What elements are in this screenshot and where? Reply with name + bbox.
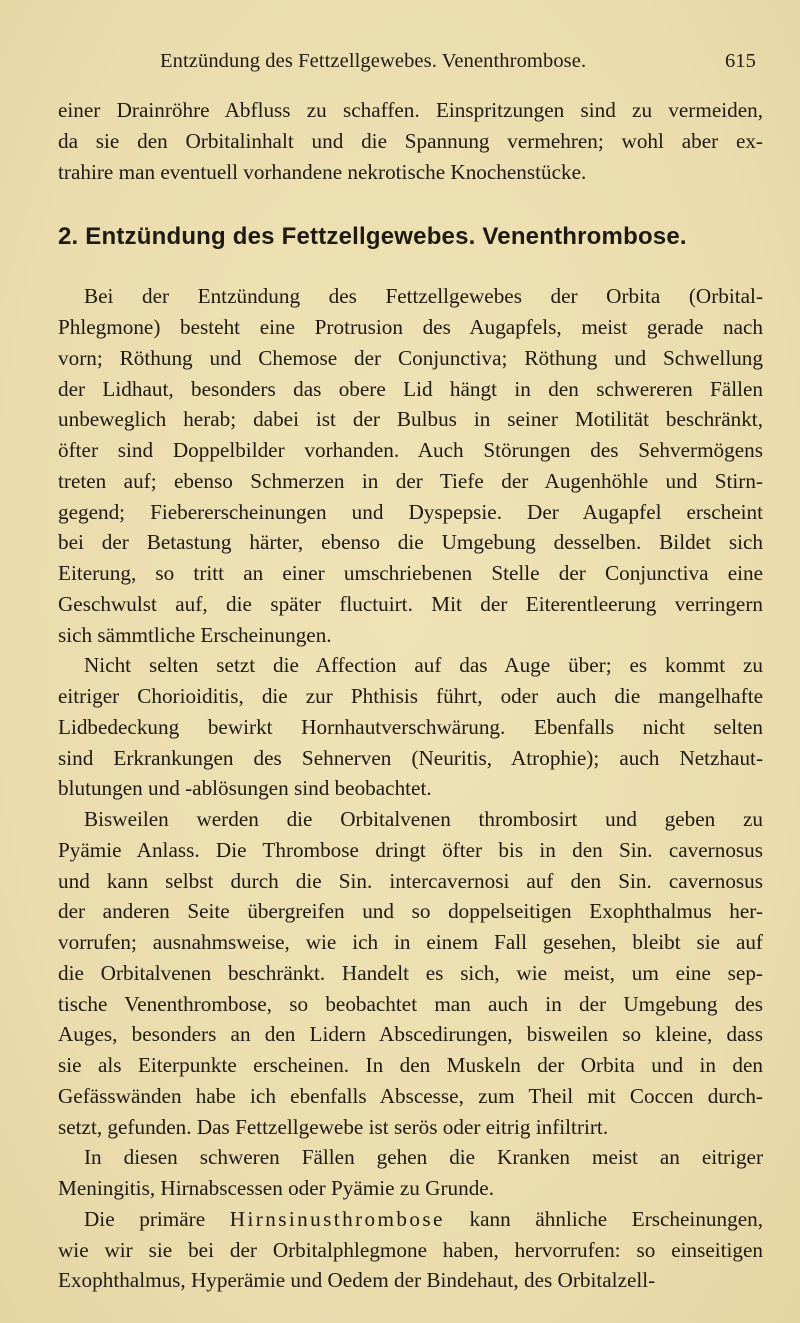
body-text [58,95,763,1296]
text-line: Geschwulst auf, die später fluctuirt. Mit der Eiterentleerung verringern [58,591,763,616]
text-line: Pyämie Anlass. Die Thrombose dringt öfter bis in den Sin. cavernosus [58,837,763,862]
text-line: sind Erkrankungen des Sehnerven (Neuritis, Atrophie); auch Netzhaut- [58,745,763,770]
text-line: der anderen Seite übergreifen und so doppelseitigen Exophthalmus her- [58,899,763,924]
text-line: treten auf; ebenso Schmerzen in der Tiefe der Augenhöhle und Stirn- [58,468,763,493]
text-line: Bisweilen werden die Orbitalvenen thrombosirt und geben zu [84,807,763,831]
text-line: eitriger Chorioiditis, die zur Phthisis führt, oder auch die mangelhafte [58,684,763,708]
text-line: Exophthalmus, Hyperämie und Oedem der Bindehaut, des Orbitalzell- [58,1268,656,1293]
page-number: 615 [724,50,756,72]
text-line: da sie den Orbitalinhalt und die Spannung vermehren; wohl aber ex- [58,128,763,153]
emphasized-term: Hirnsinusthrombose [229,1206,445,1231]
text-line: Eiterung, so tritt an einer umschriebenen Stelle der Conjunctiva eine [58,561,763,585]
running-head [160,50,760,80]
text-line: Nicht selten setzt die Affection auf das Auge über; es kommt zu [84,653,763,678]
paragraph-sinus-thrombosis [58,1204,763,1296]
text-line: Lidbedeckung bewirkt Hornhautverschwärung. Ebenfalls nicht selten [58,714,763,739]
text-line: blutungen und -ablösungen sind beobachtet. [58,776,432,801]
text-line: vorn; Röthung und Chemose der Conjunctiva; Röthung und Schwellung [58,345,763,370]
section-heading-block [58,187,763,281]
text-line: Meningitis, Hirnabscessen oder Pyämie zu Grunde. [58,1176,495,1200]
text-line: sie als Eiterpunkte erscheinen. In den Muskeln der Orbita und in den [58,1053,763,1077]
text-line: öfter sind Doppelbilder vorhanden. Auch Störungen des Sehvermögens [58,438,763,462]
paragraph-orbital-phlegmone [58,281,763,650]
paragraph-outcome [58,1142,763,1204]
text-line: Auges, besonders an den Lidern Abscedirungen, bisweilen so kleine, dass [58,1022,763,1047]
text-line: Gefässwänden habe ich ebenfalls Abscesse, zum Theil mit Coccen durch- [58,1083,763,1108]
text-line: der Lidhaut, besonders das obere Lid hängt in den schwereren Fällen [58,376,763,401]
text-line: die Orbitalvenen beschränkt. Handelt es sich, wie meist, um eine sep- [58,960,763,985]
text-line: bei der Betastung härter, ebenso die Umgebung desselben. Bildet sich [58,530,763,555]
text-line: In diesen schweren Fällen gehen die Kranken meist an eitriger [84,1145,763,1170]
paragraph-thrombosis [58,804,763,1142]
text-line: Phlegmone) besteht eine Protrusion des Augapfels, meist gerade nach [58,315,763,339]
text-line: einer Drainröhre Abfluss zu schaffen. Einspritzungen sind zu vermeiden, [58,98,763,122]
text-line: gegend; Fiebererscheinungen und Dyspepsie. Der Augapfel erscheint [58,499,763,524]
text-line: sich sämmtliche Erscheinungen. [58,622,332,647]
text-line: und kann selbst durch die Sin. intercavernosi auf den Sin. cavernosus [58,868,763,893]
running-head-title: Entzündung des Fettzellgewebes. Venenthrombose. [160,50,587,72]
text-line: setzt, gefunden. Das Fettzellgewebe ist serös oder eitrig infiltrirt. [58,1114,609,1139]
text-line: vorrufen; ausnahmsweise, wie ich in einem Fall gesehen, bleibt sie auf [58,930,763,954]
paragraph-complications [58,650,763,804]
section-heading: 2. Entzündung des Fettzellgewebes. Venenthrombose. [58,223,687,251]
paragraph-continued [58,95,763,187]
text-run: kann ähnliche Erscheinungen, [444,1206,763,1231]
text-line: Bei der Entzündung des Fettzellgewebes der Orbita (Orbital- [84,284,763,309]
text-run: Die primäre [84,1206,230,1231]
text-line: unbeweglich herab; dabei ist der Bulbus in seiner Motilität beschränkt, [58,407,763,432]
text-line: trahire man eventuell vorhandene nekrotische Knochenstücke. [58,159,587,184]
text-line [58,1204,763,1235]
text-line: tische Venenthrombose, so beobachtet man auch in der Umgebung des [58,991,763,1016]
text-line: wie wir sie bei der Orbitalphlegmone haben, hervorrufen: so einseitigen [58,1237,763,1262]
